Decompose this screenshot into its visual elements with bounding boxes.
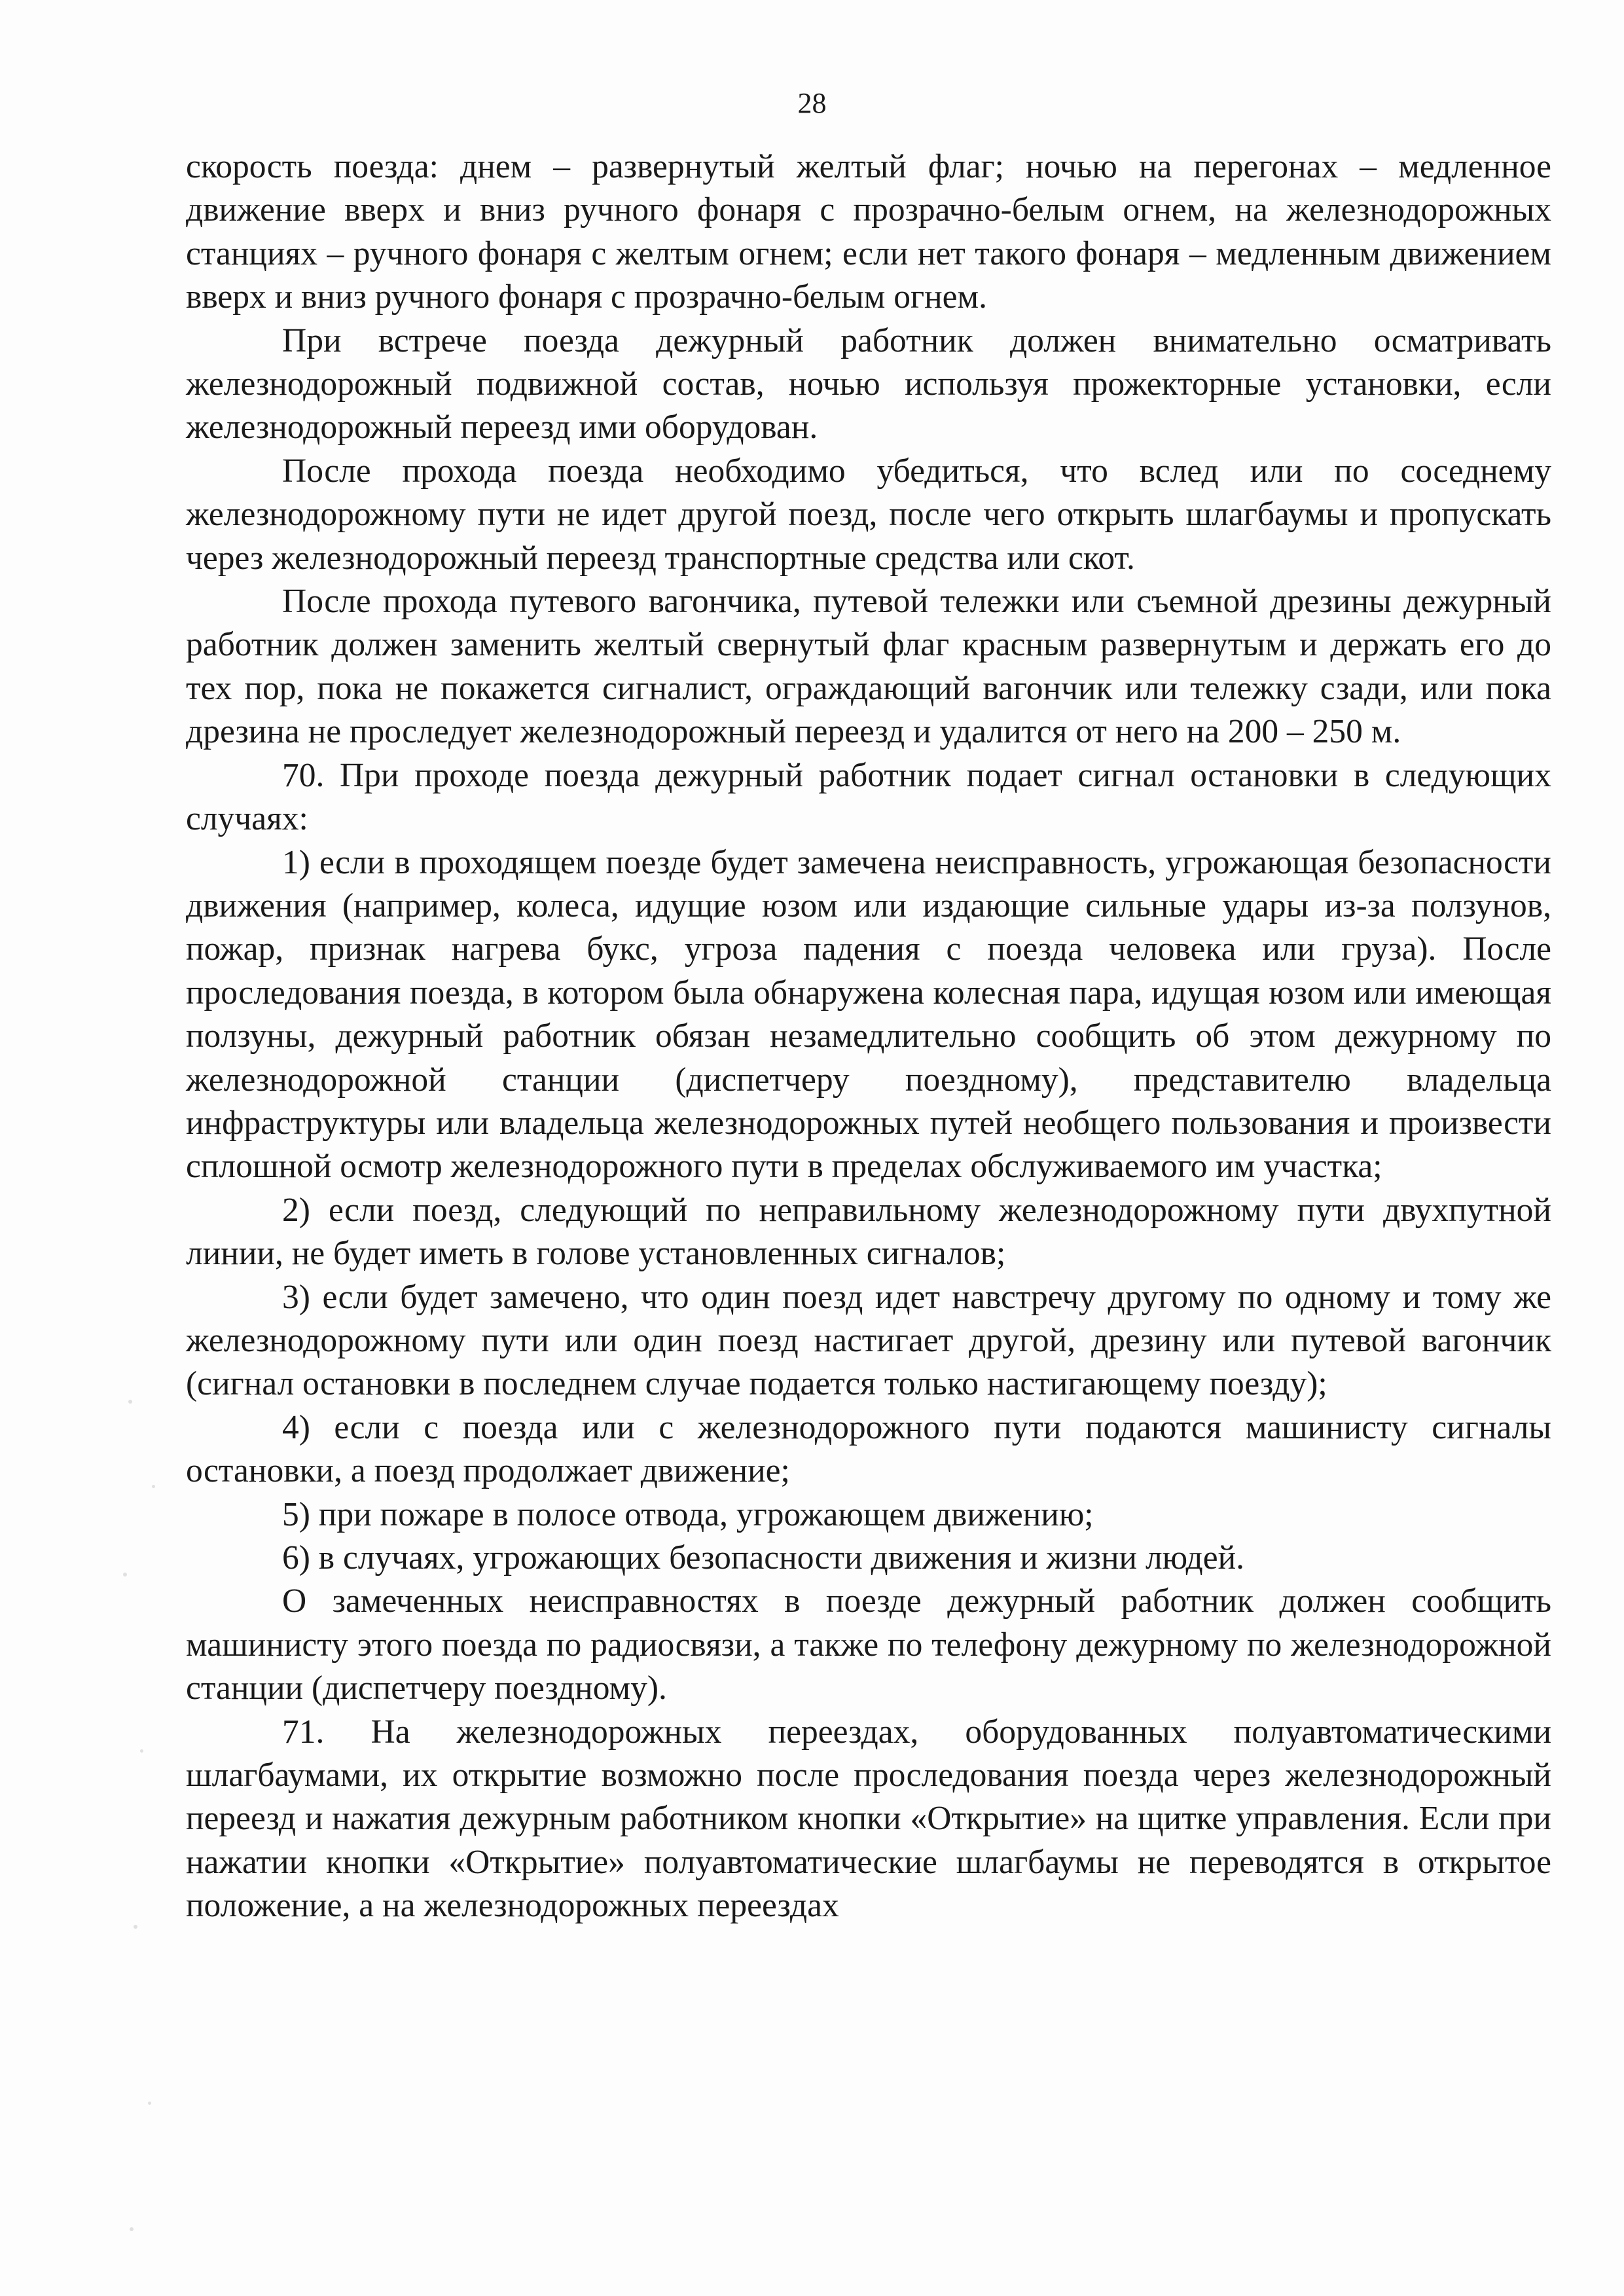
list-item: 1) если в проходящем поезде будет замечена неисправность, угрожающая безопасности движения (например, колеса, идущие юзом или издающие сильные удары из-за ползунов, пожар, признак нагрева букс, угроза падения с поезда человека или груза). После проследования поезда, в котором была обнаружена колесная пара, идущая юзом или имеющая ползуны, дежурный работник обязан незамедлительно сообщить об этом дежурному по железнодорожной станции (диспетчеру поездному), представителю владельца инфраструктуры или владельца железнодорожных путей необщего пользования и произвести сплошной осмотр железнодорожного пути в пределах обслуживаемого им участка;: [186, 843, 1551, 1186]
scan-speck: [134, 1925, 137, 1929]
list-item: 6) в случаях, угрожающих безопасности движения и жизни людей.: [282, 1539, 1245, 1576]
list-item: 3) если будет замечено, что один поезд идет навстречу другому по одному и тому же железнодорожному пути или один поезд настигает другой, дрезину или путевой вагончик (сигнал остановки в последнем случае подается только настигающему поезду);: [186, 1278, 1551, 1403]
list-item: 2) если поезд, следующий по неправильному железнодорожному пути двухпутной линии, не будет иметь в голове установленных сигналов;: [186, 1191, 1551, 1273]
scan-speck: [152, 1485, 155, 1488]
list-item: 4) если с поезда или с железнодорожного пути подаются машинисту сигналы остановки, а поезд продолжает движение;: [186, 1408, 1551, 1490]
paragraph: После прохода поезда необходимо убедиться, что вслед или по соседнему железнодорожному пути не идет другой поезд, после чего открыть шлагбаумы и пропускать через железнодорожный переезд транспортные средства или скот.: [186, 452, 1551, 577]
paragraph: После прохода путевого вагончика, путевой тележки или съемной дрезины дежурный работник должен заменить желтый свернутый флаг красным развернутым и держать его до тех пор, пока не покажется сигналист, ограждающий вагончик или тележку сзади, или пока дрезина не проследует железнодорожный переезд и удалится от него на 200 – 250 м.: [186, 583, 1551, 751]
paragraph-clause-71: 71. На железнодорожных переездах, оборудованных полуавтоматическими шлагбаумами, их открытие возможно после проследования поезда через железнодорожный переезд и нажатия дежурным работником кнопки «Открытие» на щитке управления. Если при нажатии кнопки «Открытие» полуавтоматические шлагбаумы не переводятся в открытое положение, а на железнодорожных переездах: [186, 1713, 1551, 1925]
paragraph: При встрече поезда дежурный работник должен внимательно осматривать железнодорожный подвижной состав, ночью используя прожекторные установки, если железнодорожный переезд ими оборудован.: [186, 321, 1551, 446]
scan-speck: [148, 2102, 151, 2105]
scan-speck: [140, 1749, 143, 1753]
paragraph: О замеченных неисправностях в поезде дежурный работник должен сообщить машинисту этого поезда по радиосвязи, а также по телефону дежурному по железнодорожной станции (диспетчеру поездному).: [186, 1582, 1551, 1707]
paragraph-continuation: скорость поезда: днем – развернутый желтый флаг; ночью на перегонах – медленное движение вверх и вниз ручного фонаря с прозрачно-белым огнем, на железнодорожных станциях – ручного фонаря с желтым огнем; если нет такого фонаря – медленным движением вверх и вниз ручного фонаря с прозрачно-белым огнем.: [186, 148, 1551, 316]
scan-speck: [123, 1573, 127, 1576]
paragraph-clause-70: 70. При проходе поезда дежурный работник подает сигнал остановки в следующих случаях:: [186, 756, 1551, 838]
page-number: 28: [797, 87, 827, 119]
scan-speck: [128, 1400, 132, 1404]
scan-speck: [130, 2227, 134, 2231]
document-body: [186, 145, 1551, 1928]
list-item: 5) при пожаре в полосе отвода, угрожающем движению;: [282, 1495, 1094, 1533]
